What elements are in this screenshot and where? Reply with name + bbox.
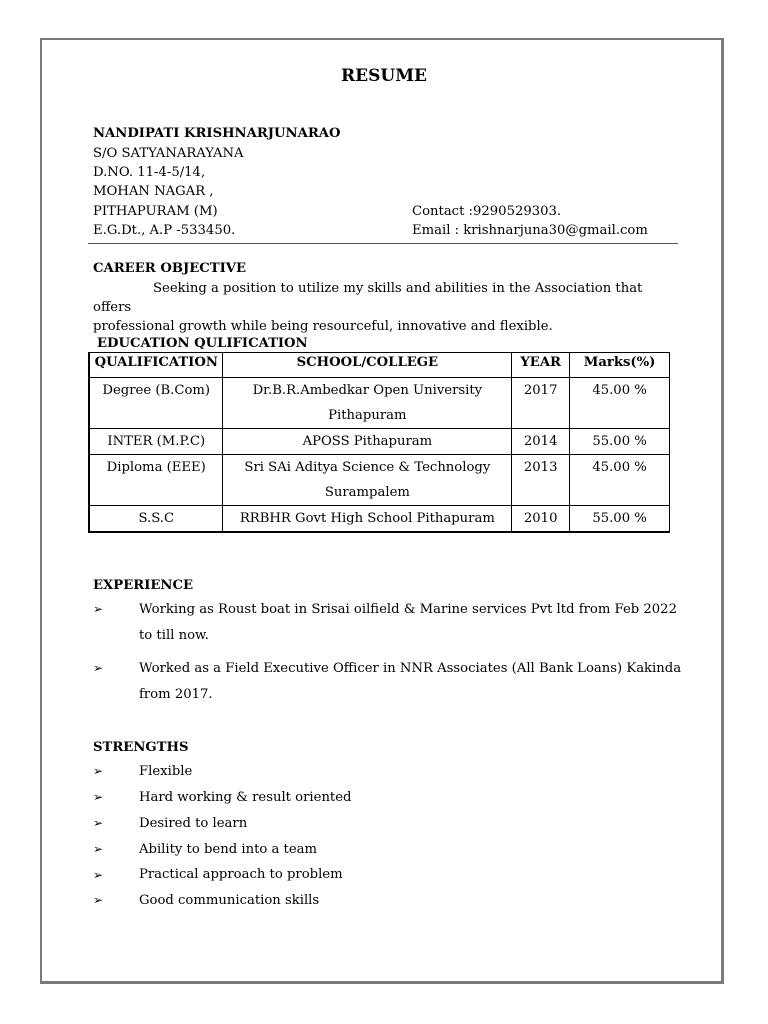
arrow-bullet-icon: ➢: [93, 661, 104, 675]
experience-heading: EXPERIENCE: [93, 578, 194, 593]
strength-item: Practical approach to problem: [139, 867, 343, 882]
experience-item-line: from 2017.: [139, 687, 213, 702]
column-header: QUALIFICATION: [89, 353, 223, 378]
strengths-heading: STRENGTHS: [93, 740, 189, 755]
arrow-bullet-icon: ➢: [93, 893, 104, 907]
education-heading: EDUCATION QULIFICATION: [97, 336, 308, 351]
table-header-row: [89, 353, 670, 378]
area: MOHAN NAGAR ,: [93, 184, 214, 199]
year-cell: 2017: [512, 378, 570, 429]
strength-item: Hard working & result oriented: [139, 790, 352, 805]
marks-cell: 55.00 %: [570, 506, 670, 533]
column-header: YEAR: [512, 353, 570, 378]
arrow-bullet-icon: ➢: [93, 816, 104, 830]
column-header: Marks(%): [570, 353, 670, 378]
year-cell: 2010: [512, 506, 570, 533]
qualification-cell: Diploma (EEE): [89, 455, 223, 506]
experience-item-line: to till now.: [139, 628, 209, 643]
marks-cell: 45.00 %: [570, 378, 670, 429]
career-objective-line: Seeking a position to utilize my skills and abilities in the Association that offers: [93, 281, 643, 315]
door-number: D.NO. 11-4-5/14,: [93, 165, 206, 180]
email-address: Email : krishnarjuna30@gmail.com: [412, 223, 648, 238]
experience-item-line: Worked as a Field Executive Officer in NNR Associates (All Bank Loans) Kakinda: [139, 661, 682, 676]
education-table: [88, 352, 670, 533]
strength-item: Ability to bend into a team: [139, 842, 318, 857]
arrow-bullet-icon: ➢: [93, 868, 104, 882]
arrow-bullet-icon: ➢: [93, 764, 104, 778]
year-cell: 2014: [512, 429, 570, 455]
career-objective-heading: CAREER OBJECTIVE: [93, 261, 247, 276]
marks-cell: 45.00 %: [570, 455, 670, 506]
contact-number: Contact :9290529303.: [412, 204, 562, 219]
school-cell: RRBHR Govt High School Pithapuram: [223, 506, 512, 533]
strength-item: Desired to learn: [139, 816, 248, 831]
year-cell: 2013: [512, 455, 570, 506]
career-objective-text: [93, 279, 673, 336]
candidate-name: NANDIPATI KRISHNARJUNARAO: [93, 126, 341, 141]
arrow-bullet-icon: ➢: [93, 790, 104, 804]
experience-item-line: Working as Roust boat in Srisai oilfield & Marine services Pvt ltd from Feb 2022: [139, 602, 677, 617]
header-divider: [88, 243, 678, 244]
qualification-cell: S.S.C: [89, 506, 223, 533]
table-row: [89, 378, 670, 429]
table-row: [89, 455, 670, 506]
father-name: S/O SATYANARAYANA: [93, 146, 244, 161]
qualification-cell: INTER (M.P.C): [89, 429, 223, 455]
column-header: SCHOOL/COLLEGE: [223, 353, 512, 378]
table-row: [89, 429, 670, 455]
school-line: Surampalem: [324, 485, 410, 500]
table-row: [89, 506, 670, 533]
resume-title: RESUME: [341, 66, 427, 86]
school-line: Pithapuram: [328, 408, 407, 423]
career-objective-line: professional growth while being resourceful, innovative and flexible.: [93, 319, 553, 334]
strength-item: Flexible: [139, 764, 193, 779]
school-cell: APOSS Pithapuram: [223, 429, 512, 455]
arrow-bullet-icon: ➢: [93, 602, 104, 616]
town: PITHAPURAM (M): [93, 204, 218, 219]
qualification-cell: Degree (B.Com): [89, 378, 223, 429]
school-cell: [223, 378, 512, 429]
arrow-bullet-icon: ➢: [93, 842, 104, 856]
marks-cell: 55.00 %: [570, 429, 670, 455]
school-line: Sri SAi Aditya Science & Technology: [244, 460, 491, 475]
district: E.G.Dt., A.P -533450.: [93, 223, 236, 238]
school-line: Dr.B.R.Ambedkar Open University: [252, 383, 483, 398]
strength-item: Good communication skills: [139, 893, 320, 908]
school-cell: [223, 455, 512, 506]
